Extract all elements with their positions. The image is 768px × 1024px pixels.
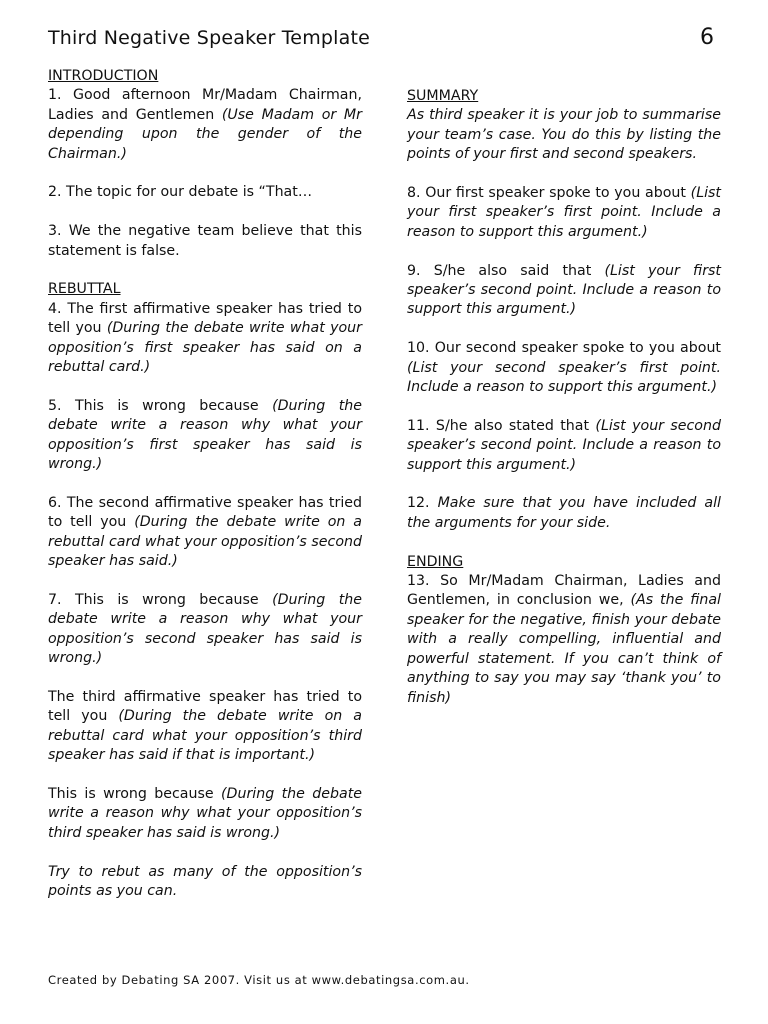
introduction-section <box>48 67 362 164</box>
summary-item-10-text: 10. Our second speaker spoke to you about <box>407 340 721 357</box>
summary-item-8-text: 8. Our first speaker spoke to you about <box>407 185 691 202</box>
summary-item-11-note: (List your second speaker’s second point. Include a reason to support this argument.) <box>407 417 721 473</box>
rebuttal-third-speaker-note: (During the debate write on a rebuttal card what your opposition’s third speaker has said if that is important.) <box>48 708 362 764</box>
summary-item-11 <box>407 417 721 475</box>
rebuttal-item-7 <box>48 591 362 669</box>
rebuttal-item-6-note: (During the debate write on a rebuttal card what your opposition’s second speaker has said.) <box>48 514 362 570</box>
rebuttal-item-6-text: 6. The second affirmative speaker has tried to tell you <box>48 494 362 531</box>
rebuttal-item-4-text: 4. The first affirmative speaker has tried to tell you <box>48 300 362 337</box>
footer-credit: Created by Debating SA 2007. Visit us at www.debatingsa.com.au. <box>48 973 470 987</box>
rebuttal-item-7-text: 7. This is wrong because <box>48 591 273 608</box>
rebuttal-item-6 <box>48 494 362 572</box>
rebuttal-item-7-note: (During the debate write a reason why what your opposition’s second speaker has said is wrong.) <box>48 591 362 667</box>
summary-item-12-text: 12. <box>407 495 438 512</box>
rebuttal-third-speaker-text: The third affirmative speaker has tried to tell you <box>48 688 362 725</box>
rebuttal-third-wrong-text: This is wrong because <box>48 785 221 802</box>
rebuttal-item-5 <box>48 397 362 475</box>
summary-heading: SUMMARY <box>407 88 479 104</box>
summary-item-8-note: (List your first speaker’s first point. Include a reason to support this argument.) <box>407 185 721 240</box>
ending-section <box>407 553 721 708</box>
rebuttal-third-wrong <box>48 785 362 843</box>
page-number: 6 <box>700 25 714 50</box>
rebuttal-section <box>48 280 362 377</box>
rebuttal-third-speaker <box>48 688 362 766</box>
intro-item-2: 2. The topic for our debate is “That… <box>48 184 313 201</box>
ending-item-13-text: 13. So Mr/Madam Chairman, Ladies and Gentlemen, in conclusion we, <box>407 573 721 609</box>
summary-item-9 <box>407 262 721 320</box>
intro-item-1-note: (Use Madam or Mr depending upon the gender of the Chairman.) <box>48 106 362 162</box>
rebuttal-third-wrong-note: (During the debate write a reason why what your opposition’s third speaker has said is wrong.) <box>48 785 362 841</box>
summary-item-12 <box>407 494 721 533</box>
right-column <box>407 87 721 708</box>
rebuttal-item-4-note: (During the debate write what your opposition’s first speaker has said on a rebuttal card.) <box>48 320 362 376</box>
summary-item-10 <box>407 339 721 397</box>
summary-item-9-text: 9. S/he also said that <box>407 262 605 279</box>
summary-item-9-note: (List your first speaker’s second point. Include a reason to support this argument.) <box>407 262 721 318</box>
ending-heading: ENDING <box>407 553 464 570</box>
ending-item-13-note: (As the final speaker for the negative, finish your debate with a really compelling, influential and powerful statement. If you can’t think of anything to say you may say ‘thank you’ to finish) <box>407 592 721 706</box>
intro-item-3: 3. We the negative team believe that this statement is false. <box>48 223 362 259</box>
rebuttal-closing-note: Try to rebut as many of the opposition’s points as you can. <box>48 863 362 899</box>
rebuttal-item-5-text: 5. This is wrong because <box>48 397 273 414</box>
summary-intro-note: As third speaker it is your job to summarise your team’s case. You do this by listing the points of your first and second speakers. <box>407 107 721 163</box>
summary-item-8 <box>407 184 721 242</box>
rebuttal-item-5-note: (During the debate write a reason why what your opposition’s first speaker has said is wrong.) <box>48 397 362 473</box>
summary-section <box>407 87 721 165</box>
rebuttal-heading: REBUTTAL <box>48 281 121 298</box>
summary-item-11-text: 11. S/he also stated that <box>407 417 596 434</box>
summary-item-12-note: Make sure that you have included all the arguments for your side. <box>407 495 722 531</box>
summary-item-10-note: (List your second speaker’s first point. Include a reason to support this argument.) <box>407 359 721 396</box>
page-title: Third Negative Speaker Template <box>48 27 371 49</box>
left-column <box>48 67 362 901</box>
introduction-heading: INTRODUCTION <box>48 68 159 84</box>
intro-item-1-text: 1. Good afternoon Mr/Madam Chairman, Ladies and Gentlemen <box>48 87 362 123</box>
